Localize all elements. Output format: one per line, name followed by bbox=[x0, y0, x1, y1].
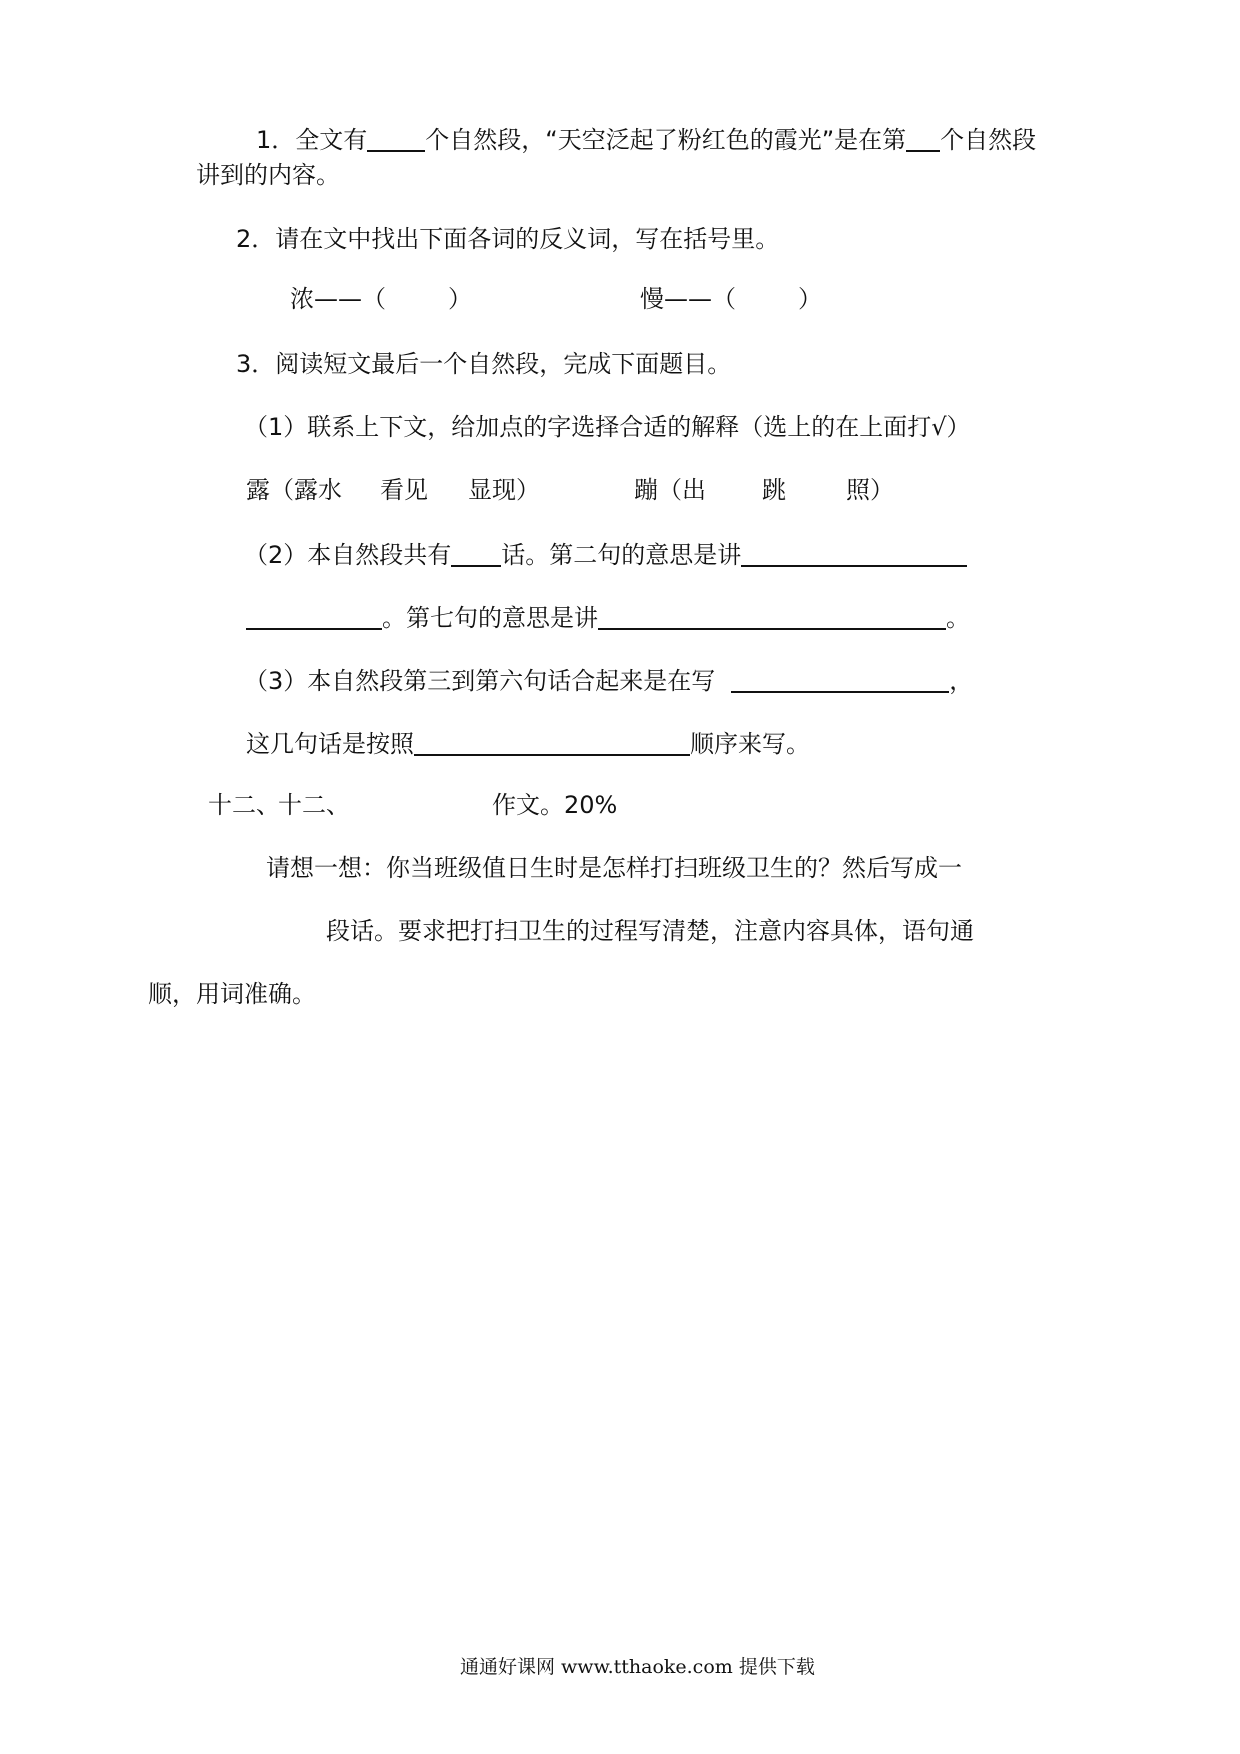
q3-sub1: （1）联系上下文，给加点的字选择合适的解释（选上的在上面打√） bbox=[244, 413, 971, 441]
q3-sub2-text2: 话。第二句的意思是讲 bbox=[501, 541, 742, 569]
q1-text-part3: 个自然段 bbox=[940, 126, 1037, 154]
q3-sub2-continuation bbox=[246, 604, 970, 630]
q1-text-part2: 个自然段，“天空泛起了粉红色的霞光”是在第 bbox=[425, 126, 907, 154]
essay-prompt-line2: 段话。要求把打扫卫生的过程写清楚，注意内容具体，语句通 bbox=[326, 917, 974, 945]
section-12-number-duplicate: 十二、 bbox=[278, 791, 350, 819]
beng-option-out[interactable]: 蹦（出 bbox=[634, 476, 706, 504]
q3-sub2-blank-second-sentence-cont[interactable] bbox=[246, 604, 382, 630]
essay-prompt-line1: 请想一想：你当班级值日生时是怎样打扫班级卫生的？然后写成一 bbox=[266, 854, 962, 882]
q3-sub2-blank-second-sentence[interactable] bbox=[741, 541, 967, 567]
q3-sub2-blank-count[interactable] bbox=[451, 541, 501, 567]
q3-sub2-blank-seventh-sentence[interactable] bbox=[598, 604, 946, 630]
q3-sub2-text3: 。第七句的意思是讲 bbox=[382, 604, 598, 632]
q3-sub2-text4: 。 bbox=[946, 604, 970, 632]
q3-sub3-text4: 顺序来写。 bbox=[690, 730, 810, 758]
question-3: 3．阅读短文最后一个自然段，完成下面题目。 bbox=[236, 350, 732, 378]
q3-sub3-text3: 这几句话是按照 bbox=[246, 730, 414, 758]
q3-sub3-text1: （3）本自然段第三到第六句话合起来是在写 bbox=[244, 667, 716, 695]
essay-prompt-line3: 顺，用词准确。 bbox=[148, 980, 316, 1008]
q3-sub3-blank-order[interactable] bbox=[414, 730, 690, 756]
lu-option-appear[interactable]: 显现） bbox=[468, 476, 540, 504]
q2-antonym-man bbox=[640, 287, 822, 311]
q3-beng-options bbox=[634, 478, 894, 502]
question-1 bbox=[256, 126, 1036, 152]
q2-pair1-close: ） bbox=[448, 285, 472, 313]
q2-pair2-close: ） bbox=[798, 285, 822, 313]
q1-blank-paragraph-number[interactable] bbox=[906, 126, 940, 152]
lu-option-see[interactable]: 看见 bbox=[380, 476, 428, 504]
q2-pair1-label: 浓——（ bbox=[290, 285, 386, 313]
q3-sub2-text1: （2）本自然段共有 bbox=[244, 541, 452, 569]
page-footer: 通通好课网 www.tthaoke.com 提供下载 bbox=[460, 1656, 815, 1678]
q3-lu-options bbox=[246, 478, 540, 502]
section-12-number: 十二、 bbox=[208, 791, 280, 819]
q1-text-part1: 1．全文有 bbox=[256, 126, 368, 154]
q2-antonym-nong bbox=[290, 287, 472, 311]
q3-sub3-text2: ， bbox=[949, 667, 974, 695]
q3-sub2 bbox=[244, 541, 967, 567]
section-12-title: 作文。20% bbox=[492, 791, 618, 819]
q3-sub3-blank-topic[interactable] bbox=[731, 667, 949, 693]
beng-option-shine[interactable]: 照） bbox=[846, 476, 894, 504]
lu-option-dewdrop[interactable]: 露（露水 bbox=[246, 476, 342, 504]
q1-blank-paragraph-count[interactable] bbox=[367, 126, 425, 152]
q3-sub3 bbox=[244, 667, 973, 693]
question-2: 2．请在文中找出下面各词的反义词，写在括号里。 bbox=[236, 225, 780, 253]
beng-option-jump[interactable]: 跳 bbox=[762, 476, 786, 504]
q2-pair2-label: 慢——（ bbox=[640, 285, 736, 313]
q1-continuation: 讲到的内容。 bbox=[196, 161, 340, 189]
q3-sub3-continuation bbox=[246, 730, 810, 756]
